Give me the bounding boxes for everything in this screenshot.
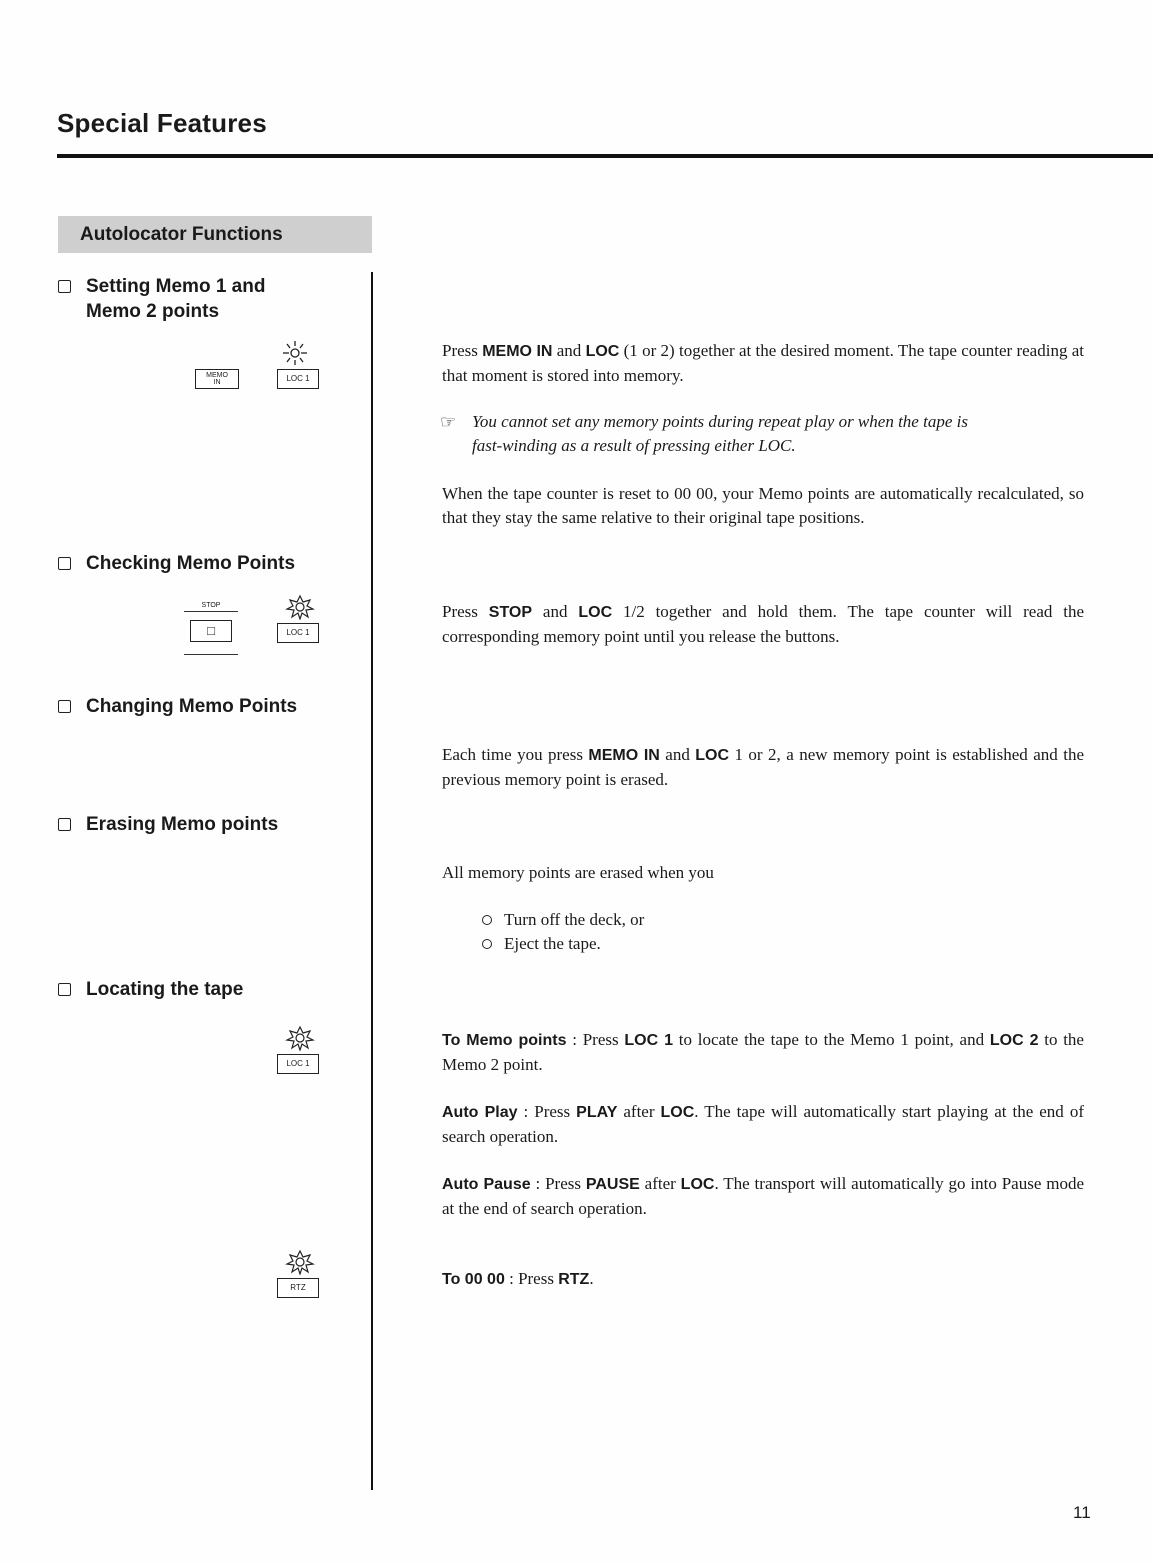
topic-changing-memo bbox=[58, 694, 297, 719]
key-underline bbox=[184, 654, 238, 655]
checkbox-icon bbox=[58, 818, 71, 831]
pointing-hand-icon: ☞ bbox=[440, 412, 457, 432]
loc1-key-illustration: LOC 1 bbox=[277, 1054, 319, 1074]
lit-indicator-icon bbox=[285, 1249, 315, 1275]
list-item: Eject the tape. bbox=[482, 932, 601, 956]
topic-label: Setting Memo 1 and bbox=[86, 276, 266, 297]
page-title: Special Features bbox=[57, 108, 267, 138]
stop-key-label: STOP bbox=[184, 601, 238, 612]
topic-label: Erasing Memo points bbox=[86, 814, 279, 835]
rtz-key-illustration: RTZ bbox=[277, 1278, 319, 1298]
list-item: Turn off the deck, or bbox=[482, 908, 644, 932]
checkbox-icon bbox=[58, 983, 71, 996]
topic-setting-memo bbox=[58, 274, 265, 324]
memo-in-key-illustration: MEMO IN bbox=[195, 369, 239, 389]
loc1-key-illustration: LOC 1 bbox=[277, 623, 319, 643]
checking-paragraph: Press STOP and LOC 1/2 together and hold them. The tape counter will read the corresponding memory point until you release the buttons. bbox=[442, 602, 1084, 646]
setting-note: ☞ You cannot set any memory points during repeat play or when the tape is fast-winding as a result of pressing either LOC. bbox=[440, 412, 968, 455]
checkbox-icon bbox=[58, 557, 71, 570]
topic-label: Memo 2 points bbox=[86, 301, 220, 322]
lit-indicator-icon bbox=[285, 594, 315, 620]
changing-paragraph: Each time you press MEMO IN and LOC 1 or 2, a new memory point is established and the previous memory point is erased. bbox=[442, 745, 1084, 789]
checkbox-icon bbox=[58, 700, 71, 713]
blink-indicator-icon bbox=[281, 340, 309, 366]
topic-label: Changing Memo Points bbox=[86, 696, 298, 717]
erasing-intro: All memory points are erased when you bbox=[442, 863, 714, 882]
section-heading: Autolocator Functions bbox=[58, 216, 372, 253]
topic-label: Checking Memo Points bbox=[86, 553, 296, 574]
page-number: 11 bbox=[1073, 1503, 1091, 1522]
setting-paragraph: Press MEMO IN and LOC (1 or 2) together at the desired moment. The tape counter reading at that moment is stored into memory. bbox=[442, 341, 1085, 385]
bullet-circle-icon bbox=[482, 915, 492, 925]
lit-indicator-icon bbox=[285, 1025, 315, 1051]
auto-play-paragraph: Auto Play : Press PLAY after LOC. The tape will automatically start playing at the end of search operation. bbox=[442, 1102, 1084, 1146]
auto-pause-paragraph: Auto Pause : Press PAUSE after LOC. The transport will automatically go into Pause mode at the end of search operation. bbox=[442, 1174, 1085, 1218]
stop-key-illustration: □ bbox=[190, 620, 232, 642]
checkbox-icon bbox=[58, 280, 71, 293]
to-memo-points-paragraph: To Memo points : Press LOC 1 to locate the tape to the Memo 1 point, and LOC 2 to the Memo 2 point. bbox=[442, 1030, 1084, 1074]
loc1-key-illustration: LOC 1 bbox=[277, 369, 319, 389]
topic-label: Locating the tape bbox=[86, 979, 244, 1000]
bullet-circle-icon bbox=[482, 939, 492, 949]
topic-checking-memo bbox=[58, 551, 295, 576]
topic-erasing-memo bbox=[58, 812, 278, 837]
column-divider bbox=[371, 272, 373, 1490]
title-divider bbox=[57, 154, 1153, 158]
to-zero-paragraph: To 00 00 : Press RTZ. bbox=[442, 1269, 594, 1288]
topic-locating-tape bbox=[58, 977, 243, 1002]
recalculation-paragraph: When the tape counter is reset to 00 00, your Memo points are automatically recalculated, so that they stay the same relative to their original tape positions. bbox=[442, 484, 1084, 527]
